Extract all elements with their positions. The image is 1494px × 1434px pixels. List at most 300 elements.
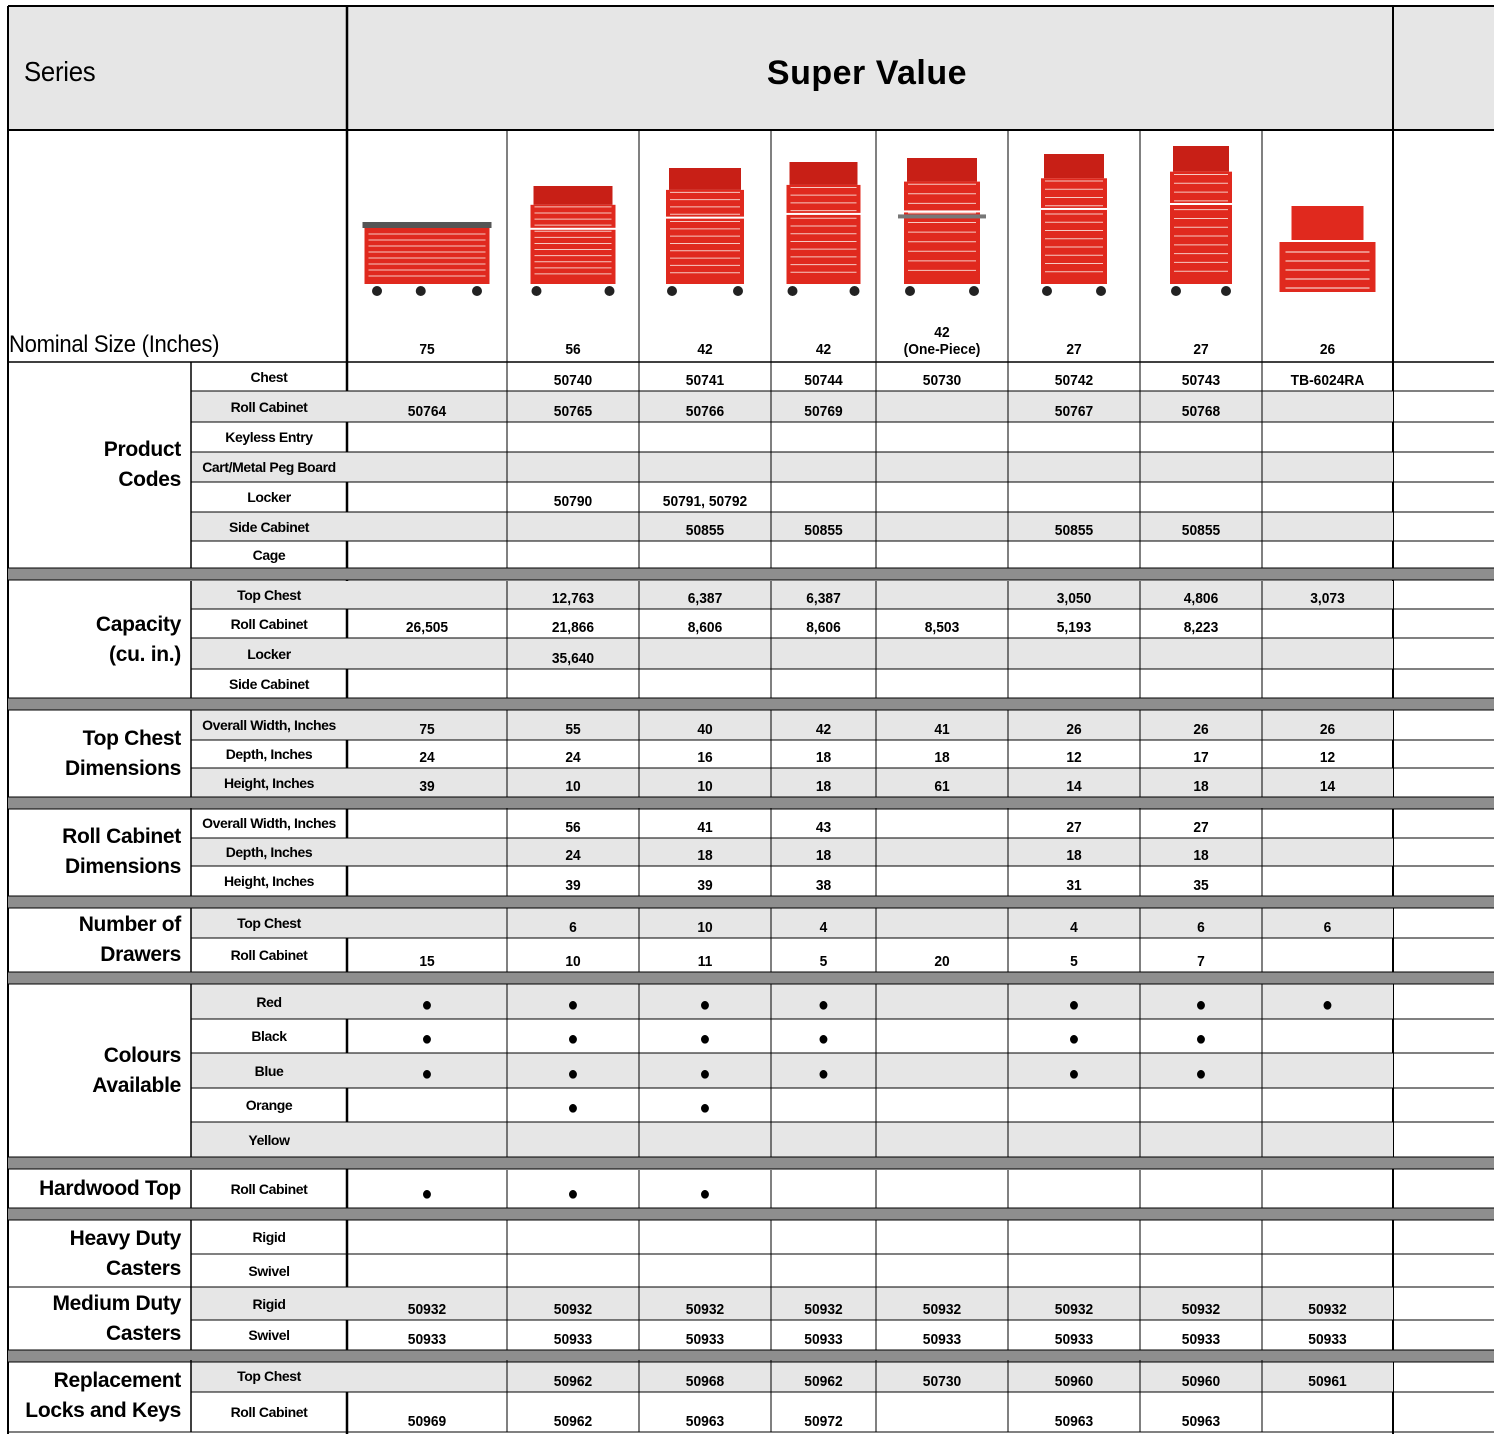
product-image — [787, 162, 861, 296]
table-cell: 24 — [419, 749, 435, 766]
table-cell: 11 — [697, 953, 713, 970]
table-cell: 39 — [697, 877, 713, 894]
table-cell: 17 — [1193, 749, 1209, 766]
table-cell — [775, 1088, 872, 1122]
table-cell: 56 — [565, 819, 581, 836]
section-separator — [8, 896, 1494, 908]
table-cell — [512, 1122, 633, 1157]
table-cell: 6 — [1323, 919, 1332, 936]
table-cell: 50963 — [685, 1413, 725, 1430]
table-cell: 50765 — [553, 403, 593, 420]
table-cell — [775, 1254, 872, 1287]
table-cell: 50933 — [1054, 1331, 1094, 1348]
table-cell: ● — [567, 1063, 579, 1085]
table-cell — [1145, 1122, 1257, 1157]
table-cell: 50969 — [407, 1413, 447, 1430]
table-cell: 50968 — [685, 1373, 725, 1390]
table-cell: 50933 — [804, 1331, 843, 1348]
table-cell — [1267, 1392, 1388, 1432]
table-cell: 50932 — [804, 1301, 843, 1318]
table-cell: 50932 — [685, 1301, 725, 1318]
table-cell: 24 — [565, 847, 581, 864]
row-label: Rigid — [252, 1229, 286, 1245]
table-cell: TB-6024RA — [1290, 372, 1365, 389]
table-cell: 8,606 — [806, 619, 841, 636]
product-image — [1170, 146, 1232, 296]
table-cell — [881, 482, 1002, 512]
table-cell: 50766 — [685, 403, 725, 420]
table-cell — [1145, 638, 1257, 669]
table-cell — [353, 1220, 500, 1254]
table-cell: 50933 — [1308, 1331, 1347, 1348]
table-cell: ● — [567, 1097, 579, 1119]
table-cell: 43 — [815, 819, 832, 836]
table-cell — [1267, 938, 1388, 972]
table-cell — [1145, 422, 1257, 452]
table-cell — [1267, 669, 1388, 698]
table-cell: 5 — [1070, 953, 1078, 970]
table-cell: 50855 — [1181, 522, 1221, 539]
row-label: Roll Cabinet — [230, 1181, 308, 1197]
table-cell — [775, 1122, 872, 1157]
table-cell: 16 — [697, 749, 713, 766]
table-cell: ● — [421, 1063, 433, 1085]
table-cell: 5 — [819, 953, 828, 970]
table-cell: 26 — [1193, 721, 1209, 738]
table-cell — [1145, 1254, 1257, 1287]
table-cell — [644, 1220, 765, 1254]
table-cell: ● — [567, 994, 579, 1016]
table-cell: 50769 — [804, 403, 843, 420]
table-cell: 41 — [934, 721, 950, 738]
table-cell: 12 — [1066, 749, 1082, 766]
table-cell: 38 — [815, 877, 832, 894]
table-cell — [1145, 541, 1257, 568]
table-cell: 50962 — [553, 1373, 593, 1390]
nominal-size: 42 (One-Piece) — [903, 324, 981, 358]
table-cell — [512, 669, 633, 698]
table-cell: 35 — [1193, 877, 1209, 894]
table-cell: 50932 — [1308, 1301, 1347, 1318]
table-cell — [512, 1254, 633, 1287]
row-label: Yellow — [248, 1131, 290, 1148]
table-cell — [644, 422, 765, 452]
table-cell — [775, 482, 872, 512]
section-title: Replacement Locks and Keys — [25, 1369, 181, 1422]
table-cell — [353, 482, 500, 512]
table-cell — [1013, 541, 1134, 568]
table-cell: 27 — [1066, 819, 1082, 836]
table-cell: 14 — [1319, 778, 1336, 795]
table-cell — [353, 541, 500, 568]
table-cell — [1267, 422, 1388, 452]
section-title: Medium Duty Casters — [52, 1291, 181, 1345]
table-cell — [881, 1170, 1002, 1208]
row-label: Swivel — [248, 1327, 290, 1343]
table-cell: ● — [1195, 994, 1207, 1016]
table-cell: 3,073 — [1310, 590, 1345, 607]
table-cell: 50740 — [553, 372, 593, 389]
table-cell — [775, 1170, 872, 1208]
table-cell — [353, 638, 500, 669]
table-cell — [881, 808, 1002, 838]
table-cell: 15 — [419, 953, 435, 970]
table-cell: ● — [699, 1097, 711, 1119]
table-cell — [353, 1254, 500, 1287]
table-cell: 50933 — [922, 1331, 962, 1348]
section-title: Number of Drawers — [78, 913, 181, 966]
table-cell: 50730 — [922, 372, 962, 389]
table-cell: 50743 — [1181, 372, 1221, 389]
table-cell: 50744 — [804, 372, 843, 389]
row-label: Top Chest — [237, 1368, 301, 1384]
row-label: Roll Cabinet — [230, 1404, 308, 1420]
section-title: Roll Cabinet Dimensions — [62, 825, 181, 878]
table-cell: 27 — [1193, 819, 1209, 836]
section-separator — [8, 568, 1494, 580]
table-cell: ● — [1195, 1028, 1207, 1050]
table-cell: 50855 — [1054, 522, 1094, 539]
table-cell — [881, 512, 1002, 541]
row-label: Keyless Entry — [225, 429, 313, 445]
row-label: Chest — [250, 368, 288, 385]
table-cell — [353, 808, 500, 838]
row-label: Side Cabinet — [229, 675, 309, 692]
row-label: Swivel — [248, 1262, 290, 1279]
table-cell: 39 — [565, 877, 581, 894]
table-cell: 8,223 — [1183, 619, 1219, 636]
table-cell: ● — [699, 994, 711, 1016]
table-cell: 10 — [565, 778, 581, 795]
table-cell — [644, 638, 765, 669]
row-label: Locker — [247, 489, 291, 505]
table-cell — [353, 512, 500, 541]
table-cell: 50932 — [553, 1301, 593, 1318]
table-cell: 8,606 — [687, 619, 723, 636]
table-cell — [353, 669, 500, 698]
section-title: Capacity (cu. in.) — [95, 612, 181, 666]
table-cell: ● — [1068, 1028, 1080, 1050]
table-cell: 50932 — [407, 1301, 447, 1318]
table-cell: 18 — [815, 778, 832, 795]
table-cell: ● — [1068, 1063, 1080, 1085]
table-cell: 50767 — [1054, 403, 1094, 420]
table-cell: 10 — [565, 953, 581, 970]
table-cell: 4 — [1070, 919, 1078, 936]
table-cell — [512, 541, 633, 568]
section-title: Top Chest Dimensions — [64, 726, 181, 780]
section-title: Colours Available — [92, 1043, 181, 1097]
table-cell — [1267, 609, 1388, 638]
table-cell — [353, 452, 500, 482]
table-cell — [881, 1088, 1002, 1122]
table-cell — [1145, 452, 1257, 482]
table-cell — [775, 422, 872, 452]
table-cell — [1267, 541, 1388, 568]
series-label: Series — [24, 56, 96, 87]
row-label: Rigid — [252, 1295, 286, 1312]
row-label: Locker — [247, 645, 291, 662]
table-cell — [1267, 482, 1388, 512]
section-separator — [8, 972, 1494, 984]
table-cell: 26 — [1066, 721, 1082, 738]
table-cell: 14 — [1066, 778, 1082, 795]
table-cell — [1013, 1088, 1134, 1122]
nominal-size: 42 — [815, 341, 832, 358]
table-cell — [881, 541, 1002, 568]
table-cell: ● — [1068, 994, 1080, 1016]
table-cell: 50790 — [553, 493, 593, 510]
table-cell — [1267, 838, 1388, 866]
table-cell — [1267, 1019, 1388, 1053]
table-cell: ● — [699, 1183, 711, 1205]
table-cell — [881, 866, 1002, 896]
nominal-size: 27 — [1066, 341, 1082, 358]
table-cell: ● — [699, 1028, 711, 1050]
table-cell: 26 — [1319, 721, 1336, 738]
table-cell: ● — [1321, 994, 1334, 1016]
table-cell — [1145, 1220, 1257, 1254]
table-cell — [881, 1019, 1002, 1053]
table-cell — [353, 422, 500, 452]
table-cell: 50932 — [1181, 1301, 1221, 1318]
table-cell — [1267, 1088, 1388, 1122]
table-cell — [1145, 482, 1257, 512]
table-cell: 50963 — [1181, 1413, 1221, 1430]
table-cell: 50791, 50792 — [662, 493, 748, 510]
table-cell: 50960 — [1181, 1373, 1221, 1390]
series-name: Super Value — [766, 54, 968, 92]
table-cell: 20 — [934, 953, 950, 970]
table-cell — [512, 422, 633, 452]
table-cell: 5,193 — [1056, 619, 1092, 636]
table-cell — [644, 452, 765, 482]
table-cell — [775, 669, 872, 698]
table-cell: 18 — [1193, 778, 1209, 795]
product-image — [531, 186, 616, 296]
table-cell — [644, 541, 765, 568]
table-cell: 50962 — [804, 1373, 843, 1390]
table-cell: 6 — [569, 919, 577, 936]
table-cell — [881, 669, 1002, 698]
table-cell — [881, 1254, 1002, 1287]
table-cell — [881, 1053, 1002, 1088]
table-cell — [353, 581, 500, 609]
table-cell: ● — [421, 994, 433, 1016]
row-label: Orange — [245, 1097, 293, 1113]
table-cell: 42 — [815, 721, 832, 738]
table-cell: ● — [817, 1028, 830, 1050]
table-cell: 50933 — [553, 1331, 593, 1348]
table-cell: ● — [567, 1183, 579, 1205]
table-cell — [353, 1088, 500, 1122]
table-cell — [1013, 422, 1134, 452]
table-cell: ● — [421, 1028, 433, 1050]
table-cell: 50972 — [804, 1413, 843, 1430]
table-cell — [881, 391, 1002, 422]
table-cell: 50932 — [922, 1301, 962, 1318]
table-cell — [1267, 866, 1388, 896]
table-cell — [353, 838, 500, 866]
table-cell — [1267, 638, 1388, 669]
row-label: Cart/Metal Peg Board — [202, 459, 336, 475]
table-cell — [775, 541, 872, 568]
table-cell: 10 — [697, 919, 713, 936]
section-separator — [8, 1208, 1494, 1220]
table-cell — [1013, 669, 1134, 698]
table-cell: 50932 — [1054, 1301, 1094, 1318]
table-cell: 50855 — [804, 522, 843, 539]
table-cell: 12 — [1319, 749, 1336, 766]
table-cell: 12,763 — [551, 590, 595, 607]
table-cell: 50742 — [1054, 372, 1094, 389]
table-cell: 50960 — [1054, 1373, 1094, 1390]
table-cell: 50764 — [407, 403, 447, 420]
table-cell: 21,866 — [551, 619, 595, 636]
row-label: Cage — [252, 546, 286, 563]
table-cell — [881, 1220, 1002, 1254]
section-separator — [8, 1157, 1494, 1169]
table-cell: 18 — [815, 749, 832, 766]
table-cell: 24 — [565, 749, 581, 766]
row-label: Roll Cabinet — [230, 398, 308, 415]
table-cell — [881, 581, 1002, 609]
table-cell — [1267, 808, 1388, 838]
table-cell — [881, 422, 1002, 452]
table-cell: 18 — [1193, 847, 1209, 864]
table-cell — [644, 1254, 765, 1287]
row-label: Blue — [254, 1062, 284, 1079]
row-label: Top Chest — [237, 915, 301, 931]
nominal-size: 27 — [1193, 341, 1209, 358]
row-label: Overall Width, Inches — [202, 717, 336, 733]
table-cell: 50933 — [407, 1331, 447, 1348]
table-cell — [1267, 452, 1388, 482]
table-cell — [353, 866, 500, 896]
row-label: Top Chest — [237, 587, 301, 603]
table-cell — [1013, 1170, 1134, 1208]
table-cell: 31 — [1066, 877, 1082, 894]
row-label: Depth, Inches — [225, 746, 313, 762]
table-cell: 50962 — [553, 1413, 593, 1430]
table-cell — [1013, 1254, 1134, 1287]
row-label: Depth, Inches — [225, 844, 313, 860]
table-cell: 50933 — [1181, 1331, 1221, 1348]
table-cell — [353, 1122, 500, 1157]
table-cell — [1145, 669, 1257, 698]
table-cell — [644, 669, 765, 698]
table-cell — [775, 638, 872, 669]
row-label: Height, Inches — [223, 774, 315, 791]
table-cell — [1267, 1170, 1388, 1208]
nominal-size: 42 — [697, 341, 713, 358]
table-cell: 50933 — [685, 1331, 725, 1348]
table-cell — [881, 1392, 1002, 1432]
table-cell — [1267, 512, 1388, 541]
table-cell: 6,387 — [687, 590, 723, 607]
row-label: Black — [251, 1028, 287, 1044]
table-cell — [775, 452, 872, 482]
table-cell — [881, 908, 1002, 938]
table-cell: 4,806 — [1183, 590, 1219, 607]
table-cell — [1267, 391, 1388, 422]
table-cell — [512, 512, 633, 541]
table-cell: 6,387 — [806, 590, 841, 607]
table-cell — [1013, 1122, 1134, 1157]
table-cell: ● — [421, 1183, 433, 1205]
nominal-size: 26 — [1319, 341, 1336, 358]
table-cell — [1145, 1088, 1257, 1122]
table-cell — [881, 638, 1002, 669]
table-cell: 35,640 — [551, 650, 595, 667]
table-cell — [644, 1122, 765, 1157]
product-image — [363, 222, 492, 296]
table-cell: 8,503 — [924, 619, 960, 636]
table-cell: ● — [699, 1063, 711, 1085]
table-cell: ● — [817, 1063, 830, 1085]
table-cell — [881, 838, 1002, 866]
section-title: Hardwood Top — [39, 1177, 181, 1200]
table-cell: 41 — [697, 819, 713, 836]
table-cell: 39 — [419, 778, 435, 795]
table-cell — [1267, 1220, 1388, 1254]
table-cell: ● — [1195, 1063, 1207, 1085]
section-title: Product Codes — [103, 438, 181, 491]
table-cell — [353, 362, 500, 391]
table-cell: ● — [817, 994, 830, 1016]
nominal-size-label: Nominal Size (Inches) — [9, 331, 220, 358]
product-image — [1041, 154, 1107, 296]
table-cell: 55 — [565, 721, 581, 738]
table-cell: 61 — [934, 778, 950, 795]
table-cell — [512, 1220, 633, 1254]
row-label: Roll Cabinet — [230, 615, 308, 632]
table-cell: 75 — [419, 721, 435, 738]
table-cell: 6 — [1197, 919, 1205, 936]
row-label: Side Cabinet — [229, 518, 309, 535]
table-cell: 50768 — [1181, 403, 1221, 420]
table-cell: 7 — [1197, 953, 1205, 970]
table-cell — [775, 1220, 872, 1254]
section-separator — [8, 698, 1494, 710]
table-cell: 18 — [1066, 847, 1082, 864]
table-cell: 50855 — [685, 522, 725, 539]
table-cell: 50741 — [685, 372, 725, 389]
table-cell — [881, 452, 1002, 482]
table-cell: 18 — [934, 749, 950, 766]
table-cell — [1267, 1254, 1388, 1287]
table-cell — [1013, 482, 1134, 512]
table-cell: 18 — [815, 847, 832, 864]
table-cell — [1267, 1053, 1388, 1088]
table-cell: 3,050 — [1056, 590, 1092, 607]
row-label: Red — [256, 993, 282, 1010]
nominal-size: 75 — [419, 341, 435, 358]
row-label: Overall Width, Inches — [202, 815, 336, 831]
table-cell — [881, 1122, 1002, 1157]
table-cell — [1145, 1170, 1257, 1208]
table-cell: 40 — [697, 721, 713, 738]
row-label: Height, Inches — [223, 873, 315, 889]
table-cell — [1267, 1122, 1388, 1157]
table-cell: 50961 — [1308, 1373, 1347, 1390]
table-cell: 50963 — [1054, 1413, 1094, 1430]
table-cell — [1013, 1220, 1134, 1254]
table-cell — [1013, 638, 1134, 669]
product-image — [666, 168, 744, 296]
table-cell — [353, 908, 500, 938]
row-label: Roll Cabinet — [230, 947, 308, 963]
